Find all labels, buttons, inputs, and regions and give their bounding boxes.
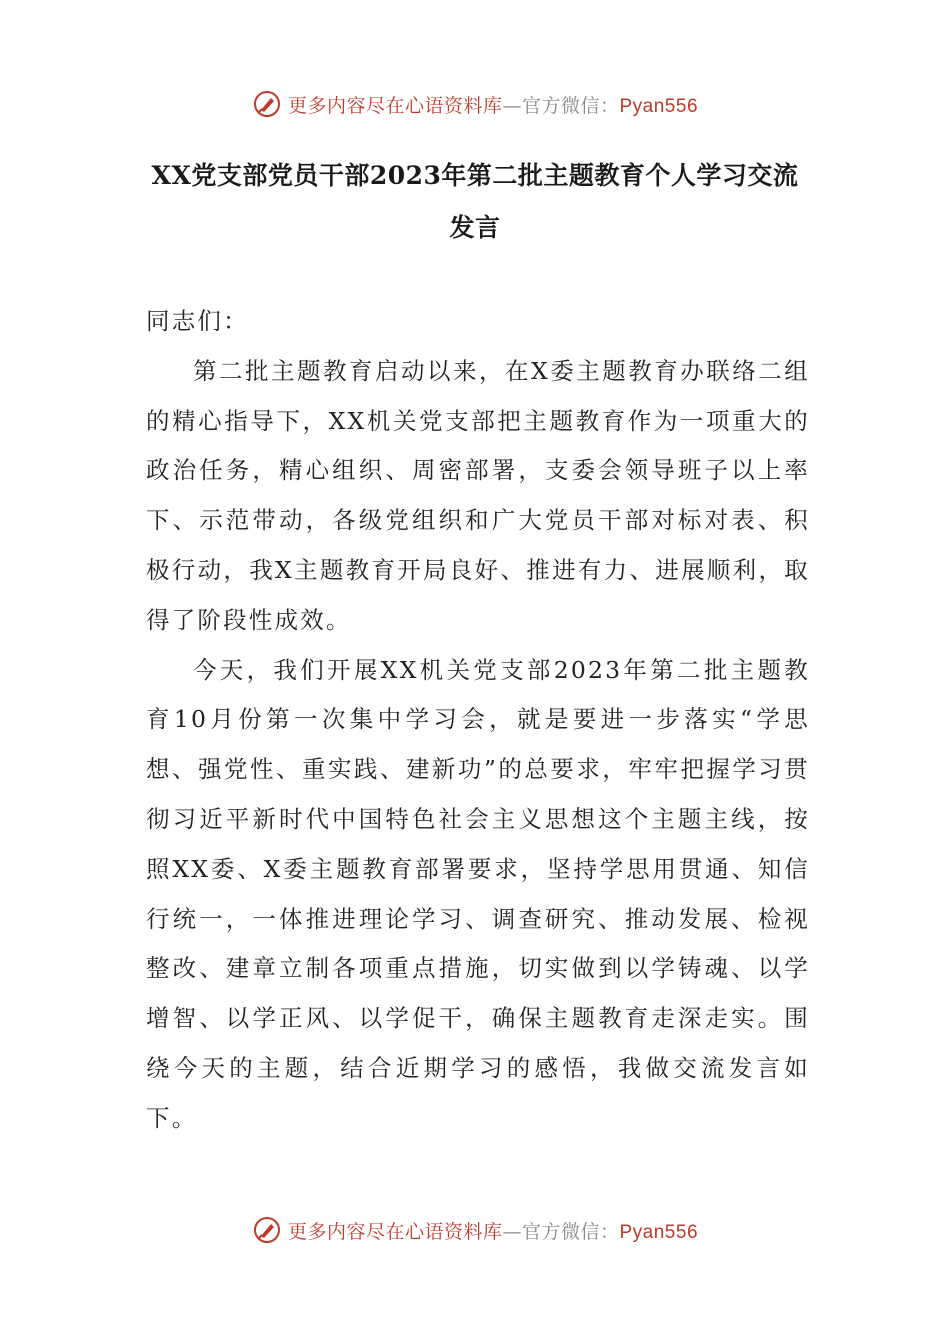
document-title: XX党支部党员干部2023年第二批主题教育个人学习交流发言 (151, 161, 799, 242)
footer-watermark (0, 1210, 950, 1250)
watermark-id: Pyan556 (619, 1221, 699, 1243)
paragraph-1: 第二批主题教育启动以来，在X委主题教育办联络二组的精心指导下，XX机关党支部把主题教育作为一项重大的政治任务，精心组织、周密部署，支委会领导班子以上率下、示范带动，各级党组织和广大党员干部对标对表、积极行动，我X主题教育开局良好、推进有力、进展顺利，取得了阶段性成效。 (146, 356, 810, 634)
paragraph-2: 今天，我们开展XX机关党支部2023年第二批主题教育10月份第一次集中学习会，就是要进一步落实“学思想、强党性、重实践、建新功”的总要求，牢牢把握学习贯彻习近平新时代中国特色社会主义思想这个主题主线，按照XX委、X委主题教育部署要求，坚持学思用贯通、知信行统一，一体推进理论学习、调查研究、推动发展、检视整改、建章立制各项重点措施，切实做到以学铸魂、以学增智、以学正风、以学促干，确保主题教育走深走实。围绕今天的主题，结合近期学习的感悟，我做交流发言如下。 (146, 655, 810, 1132)
pen-nib-circle-icon (252, 89, 282, 119)
watermark-text (288, 91, 698, 118)
salutation: 同志们： (146, 307, 249, 335)
watermark-separator: — (502, 94, 522, 117)
watermark-separator: — (502, 1220, 522, 1243)
watermark-label: 官方微信： (521, 1220, 620, 1243)
watermark-label: 官方微信： (521, 94, 620, 117)
watermark-text (288, 1217, 698, 1244)
header-watermark (0, 84, 950, 124)
watermark-main: 更多内容尽在心语资料库 (287, 94, 503, 117)
watermark-main: 更多内容尽在心语资料库 (287, 1220, 503, 1243)
watermark-id: Pyan556 (619, 95, 699, 117)
pen-nib-circle-icon (252, 1215, 282, 1245)
document-body (146, 297, 810, 1144)
